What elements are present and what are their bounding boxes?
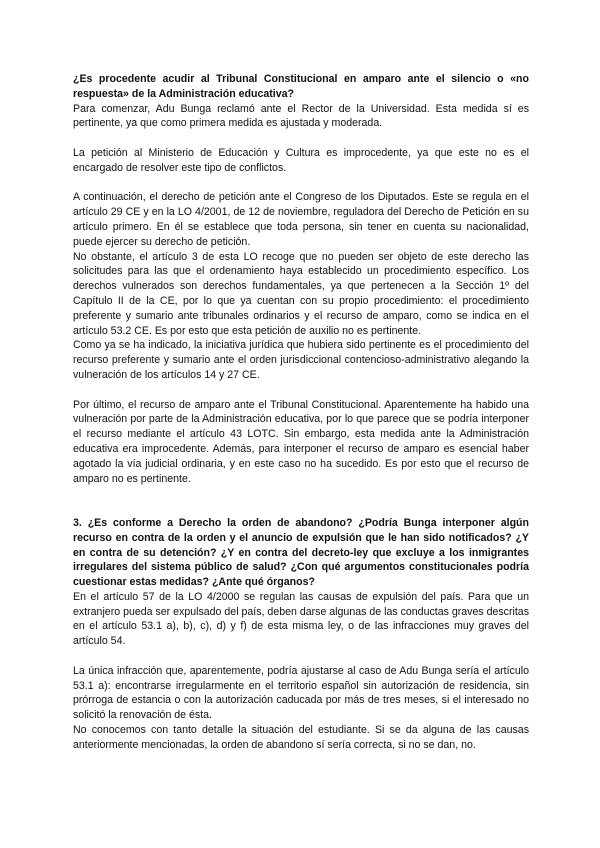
paragraph-articulo-57: En el artículo 57 de la LO 4/2000 se regulan las causas de expulsión del país. Para que un extranjero pueda ser expulsado del país, deben darse algunas de las conductas graves descritas en el artículo 53.1 a), b), c), d) y f) de esta misma ley, o de las infracciones muy graves del artículo 54. [73, 590, 529, 648]
paragraph-recurso-preferente: Como ya se ha indicado, la iniciativa jurídica que hubiera sido pertinente es el procedimiento del recurso preferente y sumario ante el orden jurisdiccional contencioso-administrativo alegando la vulneración de los artículos 14 y 27 CE. [73, 339, 529, 381]
section-heading-amparo: ¿Es procedente acudir al Tribunal Constitucional en amparo ante el silencio o «no respuesta» de la Administración educativa? [73, 73, 529, 100]
paragraph-unica-infraccion: La única infracción que, aparentemente, podría ajustarse al caso de Adu Bunga sería el artículo 53.1 a): encontrarse irregularmente en el territorio español sin autorización de residencia, sin prórroga de estancia o con la autorización caducada por más de tres meses, si el interesado no solicitó la renovación de ésta. [73, 664, 529, 722]
paragraph-rector: Para comenzar, Adu Bunga reclamó ante el Rector de la Universidad. Esta medida sí es pertinente, ya que como primera medida es ajustada y moderada. [73, 102, 529, 130]
spacer [73, 176, 529, 191]
paragraph-articulo-3: No obstante, el artículo 3 de esta LO recoge que no pueden ser objeto de este derecho las solicitudes para las que el ordenamiento haya establecido un procedimiento específico. Los derechos vulnerados son derechos fundamentales, ya que pertenecen a la Sección 1º del Capítulo II de la CE, por lo que ya cuentan con su propio procedimiento: el procedimiento preferente y sumario ante tribunales ordinarios y el recurso de amparo, como se indica en el artículo 53.2 CE. Es por esto que esta petición de auxilio no es pertinente. [73, 250, 529, 337]
spacer [73, 501, 529, 516]
spacer [73, 131, 529, 146]
section-heading-question-3: 3. ¿Es conforme a Derecho la orden de abandono? ¿Podría Bunga interponer algún recurso en contra de la orden y el anuncio de expulsión que le han sido notificados? ¿Y en contra de su detención? ¿Y en contra del decreto-ley que excluye a los inmigrantes irregulares del sistema público de salud? ¿Con qué argumentos constitucionales podría cuestionar estas medidas? ¿Ante qué órganos? [73, 516, 529, 589]
paragraph-conclusion: No conocemos con tanto detalle la situación del estudiante. Si se da alguna de las causas anteriormente mencionadas, la orden de abandono sí sería correcta, si no se dan, no. [73, 724, 529, 751]
paragraph-ministerio: La petición al Ministerio de Educación y Cultura es improcedente, ya que este no es el encargado de resolver este tipo de conflictos. [73, 146, 529, 174]
spacer [73, 383, 529, 398]
paragraph-recurso-amparo: Por último, el recurso de amparo ante el Tribunal Constitucional. Aparentemente ha habido una vulneración por parte de la Administración educativa, por lo que parece que se podría interponer el recurso mediante el artículo 43 LOTC. Sin embargo, esta medida ante la Administración educativa era improcedente. Además, para interponer el recurso de amparo es esencial haber agotado la vía judicial ordinaria, y en este caso no ha sucedido. Es por esto que el recurso de amparo no es pertinente. [73, 398, 529, 485]
spacer [73, 486, 529, 501]
spacer [73, 649, 529, 664]
document-page [73, 72, 529, 753]
paragraph-derecho-peticion: A continuación, el derecho de petición ante el Congreso de los Diputados. Este se regula en el artículo 29 CE y en la LO 4/2001, de 12 de noviembre, reguladora del Derecho de Petición en su artículo primero. En él se establece que toda persona, sin tener en cuenta su nacionalidad, puede ejercer su derecho de petición. [73, 191, 529, 248]
